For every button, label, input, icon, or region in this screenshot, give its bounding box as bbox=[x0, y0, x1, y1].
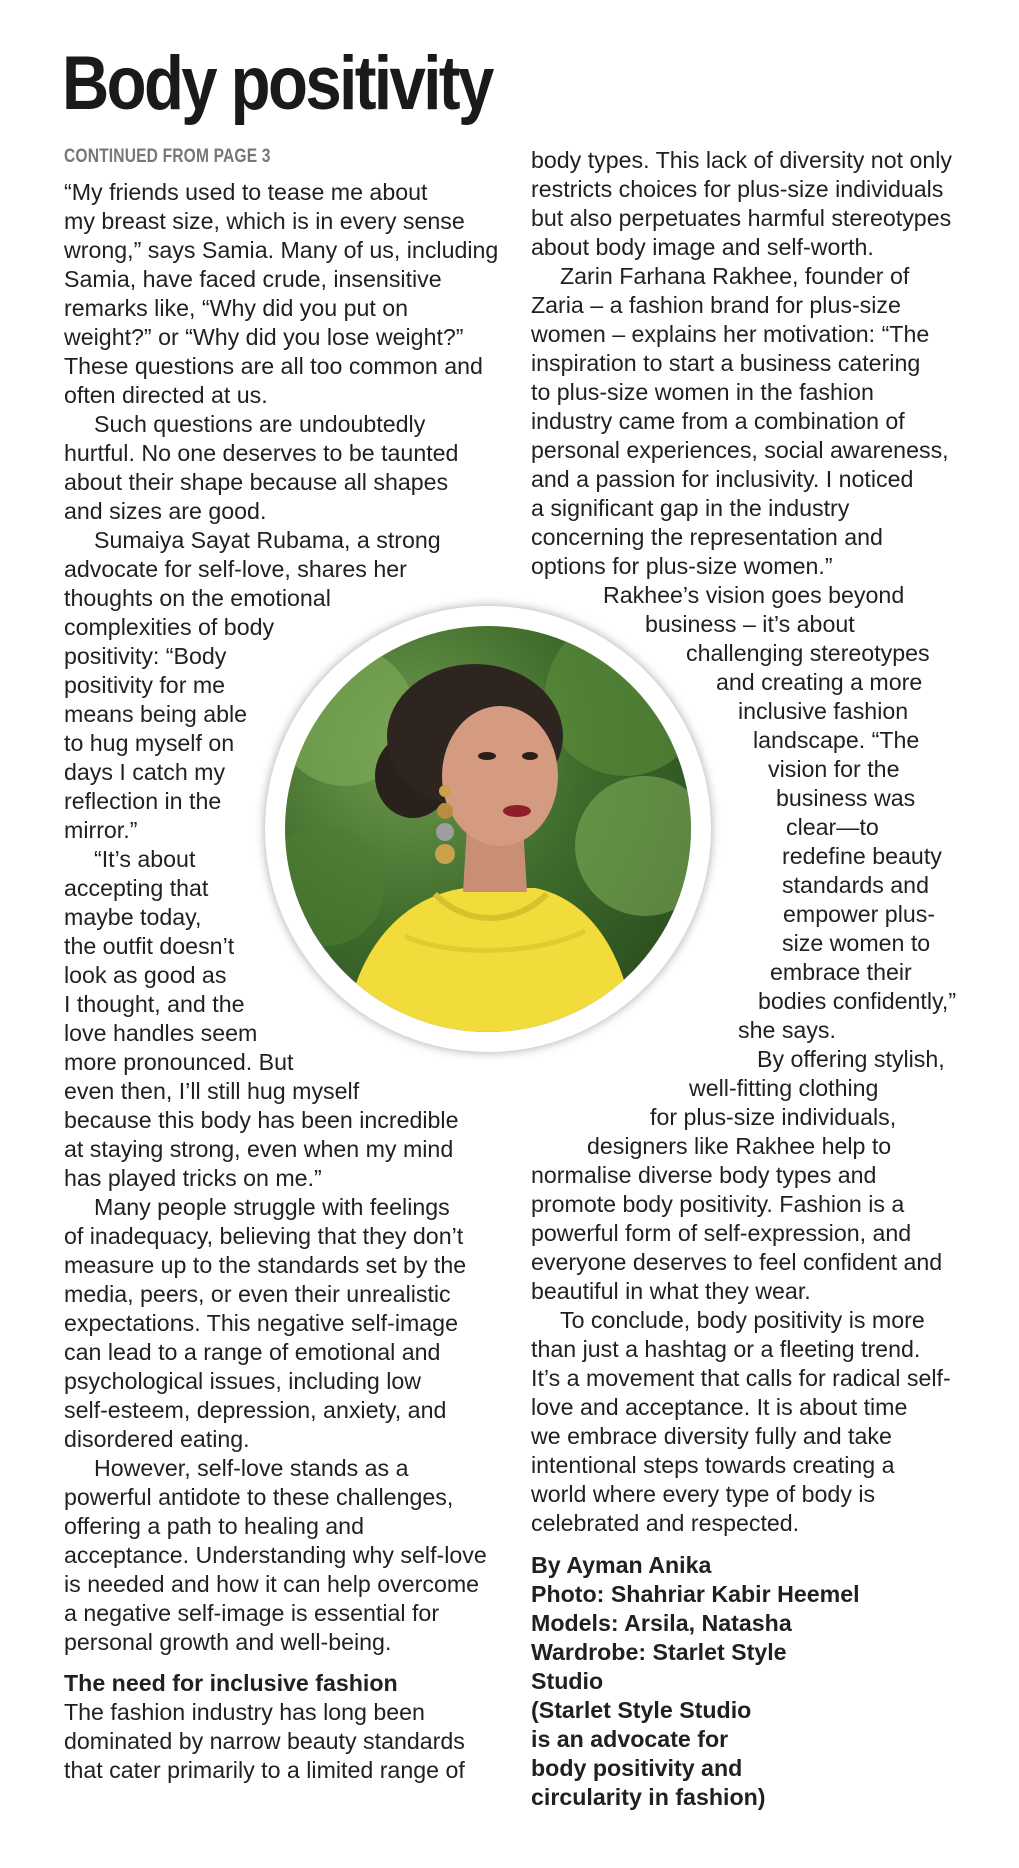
model-illustration bbox=[285, 626, 691, 1032]
text-line: offering a path to healing and bbox=[64, 1513, 364, 1539]
text-line: positivity: “Body bbox=[64, 643, 227, 669]
text-line: These questions are all too common and bbox=[64, 353, 483, 379]
text-line: maybe today, bbox=[64, 904, 202, 930]
text-line: at staying strong, even when my mind bbox=[64, 1136, 454, 1162]
text-line: promote body positivity. Fashion is a bbox=[531, 1191, 905, 1217]
text-line: The fashion industry has long been bbox=[64, 1699, 425, 1725]
model-photo bbox=[285, 626, 691, 1032]
text-line: a significant gap in the industry bbox=[531, 495, 850, 521]
subheading: Wardrobe: Starlet Style bbox=[531, 1639, 787, 1665]
text-line: options for plus-size women.” bbox=[531, 553, 833, 579]
text-line: business was bbox=[776, 785, 916, 811]
text-line: to plus-size women in the fashion bbox=[531, 379, 874, 405]
text-line: dominated by narrow beauty standards bbox=[64, 1728, 465, 1754]
subheading: Studio bbox=[531, 1668, 604, 1694]
text-line: vision for the bbox=[768, 756, 900, 782]
text-line: love and acceptance. It is about time bbox=[531, 1394, 908, 1420]
text-line: Rakhee’s vision goes beyond bbox=[603, 582, 905, 608]
text-line: However, self-love stands as a bbox=[94, 1455, 409, 1481]
text-line: and sizes are good. bbox=[64, 498, 267, 524]
continued-label: CONTINUED FROM PAGE 3 bbox=[64, 146, 271, 167]
subheading: circularity in fashion) bbox=[531, 1784, 766, 1810]
text-line: that cater primarily to a limited range of bbox=[64, 1757, 465, 1783]
text-line: means being able bbox=[64, 701, 248, 727]
text-line: inspiration to start a business catering bbox=[531, 350, 921, 376]
subheading: Models: Arsila, Natasha bbox=[531, 1610, 792, 1636]
subheading: By Ayman Anika bbox=[531, 1552, 712, 1578]
text-line: look as good as bbox=[64, 962, 227, 988]
text-line: because this body has been incredible bbox=[64, 1107, 459, 1133]
text-line: business – it’s about bbox=[645, 611, 855, 637]
text-line: for plus-size individuals, bbox=[650, 1104, 897, 1130]
text-line: Such questions are undoubtedly bbox=[94, 411, 426, 437]
text-line: wrong,” says Samia. Many of us, including bbox=[64, 237, 499, 263]
text-line: Sumaiya Sayat Rubama, a strong bbox=[94, 527, 441, 553]
text-line: body types. This lack of diversity not only bbox=[531, 147, 953, 173]
text-line: beautiful in what they wear. bbox=[531, 1278, 811, 1304]
text-line: media, peers, or even their unrealistic bbox=[64, 1281, 451, 1307]
text-line: size women to bbox=[782, 930, 931, 956]
text-line: we embrace diversity fully and take bbox=[531, 1423, 892, 1449]
text-line: empower plus- bbox=[783, 901, 936, 927]
text-line: positivity for me bbox=[64, 672, 226, 698]
text-line: often directed at us. bbox=[64, 382, 268, 408]
text-line: Zaria – a fashion brand for plus-size bbox=[531, 292, 901, 318]
text-line: To conclude, body positivity is more bbox=[560, 1307, 925, 1333]
photo-frame bbox=[265, 606, 711, 1052]
text-line: has played tricks on me.” bbox=[64, 1165, 322, 1191]
text-line: women – explains her motivation: “The bbox=[531, 321, 930, 347]
text-line: acceptance. Understanding why self-love bbox=[64, 1542, 487, 1568]
text-line: embrace their bbox=[770, 959, 912, 985]
text-line: weight?” or “Why did you lose weight?” bbox=[64, 324, 464, 350]
text-line: standards and bbox=[782, 872, 929, 898]
subheading: body positivity and bbox=[531, 1755, 743, 1781]
text-line: remarks like, “Why did you put on bbox=[64, 295, 409, 321]
text-line: By offering stylish, bbox=[757, 1046, 945, 1072]
text-line: reflection in the bbox=[64, 788, 222, 814]
text-line: accepting that bbox=[64, 875, 209, 901]
subheading: (Starlet Style Studio bbox=[531, 1697, 752, 1723]
text-line: intentional steps towards creating a bbox=[531, 1452, 895, 1478]
text-line: powerful form of self-expression, and bbox=[531, 1220, 912, 1246]
text-line: I thought, and the bbox=[64, 991, 245, 1017]
text-line: challenging stereotypes bbox=[686, 640, 930, 666]
text-line: she says. bbox=[738, 1017, 836, 1043]
text-line: normalise diverse body types and bbox=[531, 1162, 877, 1188]
text-line: clear—to bbox=[786, 814, 879, 840]
text-line: the outfit doesn’t bbox=[64, 933, 235, 959]
text-line: “My friends used to tease me about bbox=[64, 179, 428, 205]
text-line: “It’s about bbox=[94, 846, 196, 872]
subheading: The need for inclusive fashion bbox=[64, 1670, 398, 1696]
text-line: psychological issues, including low bbox=[64, 1368, 422, 1394]
text-line: complexities of body bbox=[64, 614, 275, 640]
text-line: personal experiences, social awareness, bbox=[531, 437, 949, 463]
text-line: more pronounced. But bbox=[64, 1049, 294, 1075]
headline: Body positivity bbox=[62, 41, 492, 126]
text-line: bodies confidently,” bbox=[758, 988, 957, 1014]
text-line: days I catch my bbox=[64, 759, 226, 785]
text-line: hurtful. No one deserves to be taunted bbox=[64, 440, 459, 466]
text-line: personal growth and well-being. bbox=[64, 1629, 392, 1655]
text-line: It’s a movement that calls for radical self- bbox=[531, 1365, 951, 1391]
text-line: Many people struggle with feelings bbox=[94, 1194, 450, 1220]
text-line: celebrated and respected. bbox=[531, 1510, 800, 1536]
text-line: inclusive fashion bbox=[738, 698, 909, 724]
text-line: about body image and self-worth. bbox=[531, 234, 874, 260]
text-line: powerful antidote to these challenges, bbox=[64, 1484, 454, 1510]
text-line: mirror.” bbox=[64, 817, 138, 843]
text-line: can lead to a range of emotional and bbox=[64, 1339, 441, 1365]
text-line: disordered eating. bbox=[64, 1426, 250, 1452]
text-line: everyone deserves to feel confident and bbox=[531, 1249, 943, 1275]
text-line: advocate for self-love, shares her bbox=[64, 556, 407, 582]
text-line: about their shape because all shapes bbox=[64, 469, 449, 495]
text-line: but also perpetuates harmful stereotypes bbox=[531, 205, 952, 231]
text-line: and creating a more bbox=[716, 669, 923, 695]
text-line: and a passion for inclusivity. I noticed bbox=[531, 466, 914, 492]
text-line: self-esteem, depression, anxiety, and bbox=[64, 1397, 447, 1423]
text-line: even then, I’ll still hug myself bbox=[64, 1078, 360, 1104]
text-line: landscape. “The bbox=[753, 727, 920, 753]
text-line: well-fitting clothing bbox=[689, 1075, 879, 1101]
text-line: Samia, have faced crude, insensitive bbox=[64, 266, 442, 292]
subheading: is an advocate for bbox=[531, 1726, 729, 1752]
text-line: designers like Rakhee help to bbox=[587, 1133, 892, 1159]
text-line: my breast size, which is in every sense bbox=[64, 208, 465, 234]
text-line: than just a hashtag or a fleeting trend. bbox=[531, 1336, 921, 1362]
text-line: restricts choices for plus-size individuals bbox=[531, 176, 944, 202]
text-line: thoughts on the emotional bbox=[64, 585, 331, 611]
text-line: industry came from a combination of bbox=[531, 408, 905, 434]
text-line: is needed and how it can help overcome bbox=[64, 1571, 480, 1597]
text-line: redefine beauty bbox=[782, 843, 942, 869]
text-line: of inadequacy, believing that they don’t bbox=[64, 1223, 464, 1249]
subheading: Photo: Shahriar Kabir Heemel bbox=[531, 1581, 860, 1607]
text-line: concerning the representation and bbox=[531, 524, 883, 550]
text-line: Zarin Farhana Rakhee, founder of bbox=[560, 263, 910, 289]
text-line: love handles seem bbox=[64, 1020, 258, 1046]
text-line: a negative self-image is essential for bbox=[64, 1600, 440, 1626]
text-line: measure up to the standards set by the bbox=[64, 1252, 467, 1278]
text-line: expectations. This negative self-image bbox=[64, 1310, 458, 1336]
text-line: to hug myself on bbox=[64, 730, 235, 756]
text-line: world where every type of body is bbox=[531, 1481, 876, 1507]
